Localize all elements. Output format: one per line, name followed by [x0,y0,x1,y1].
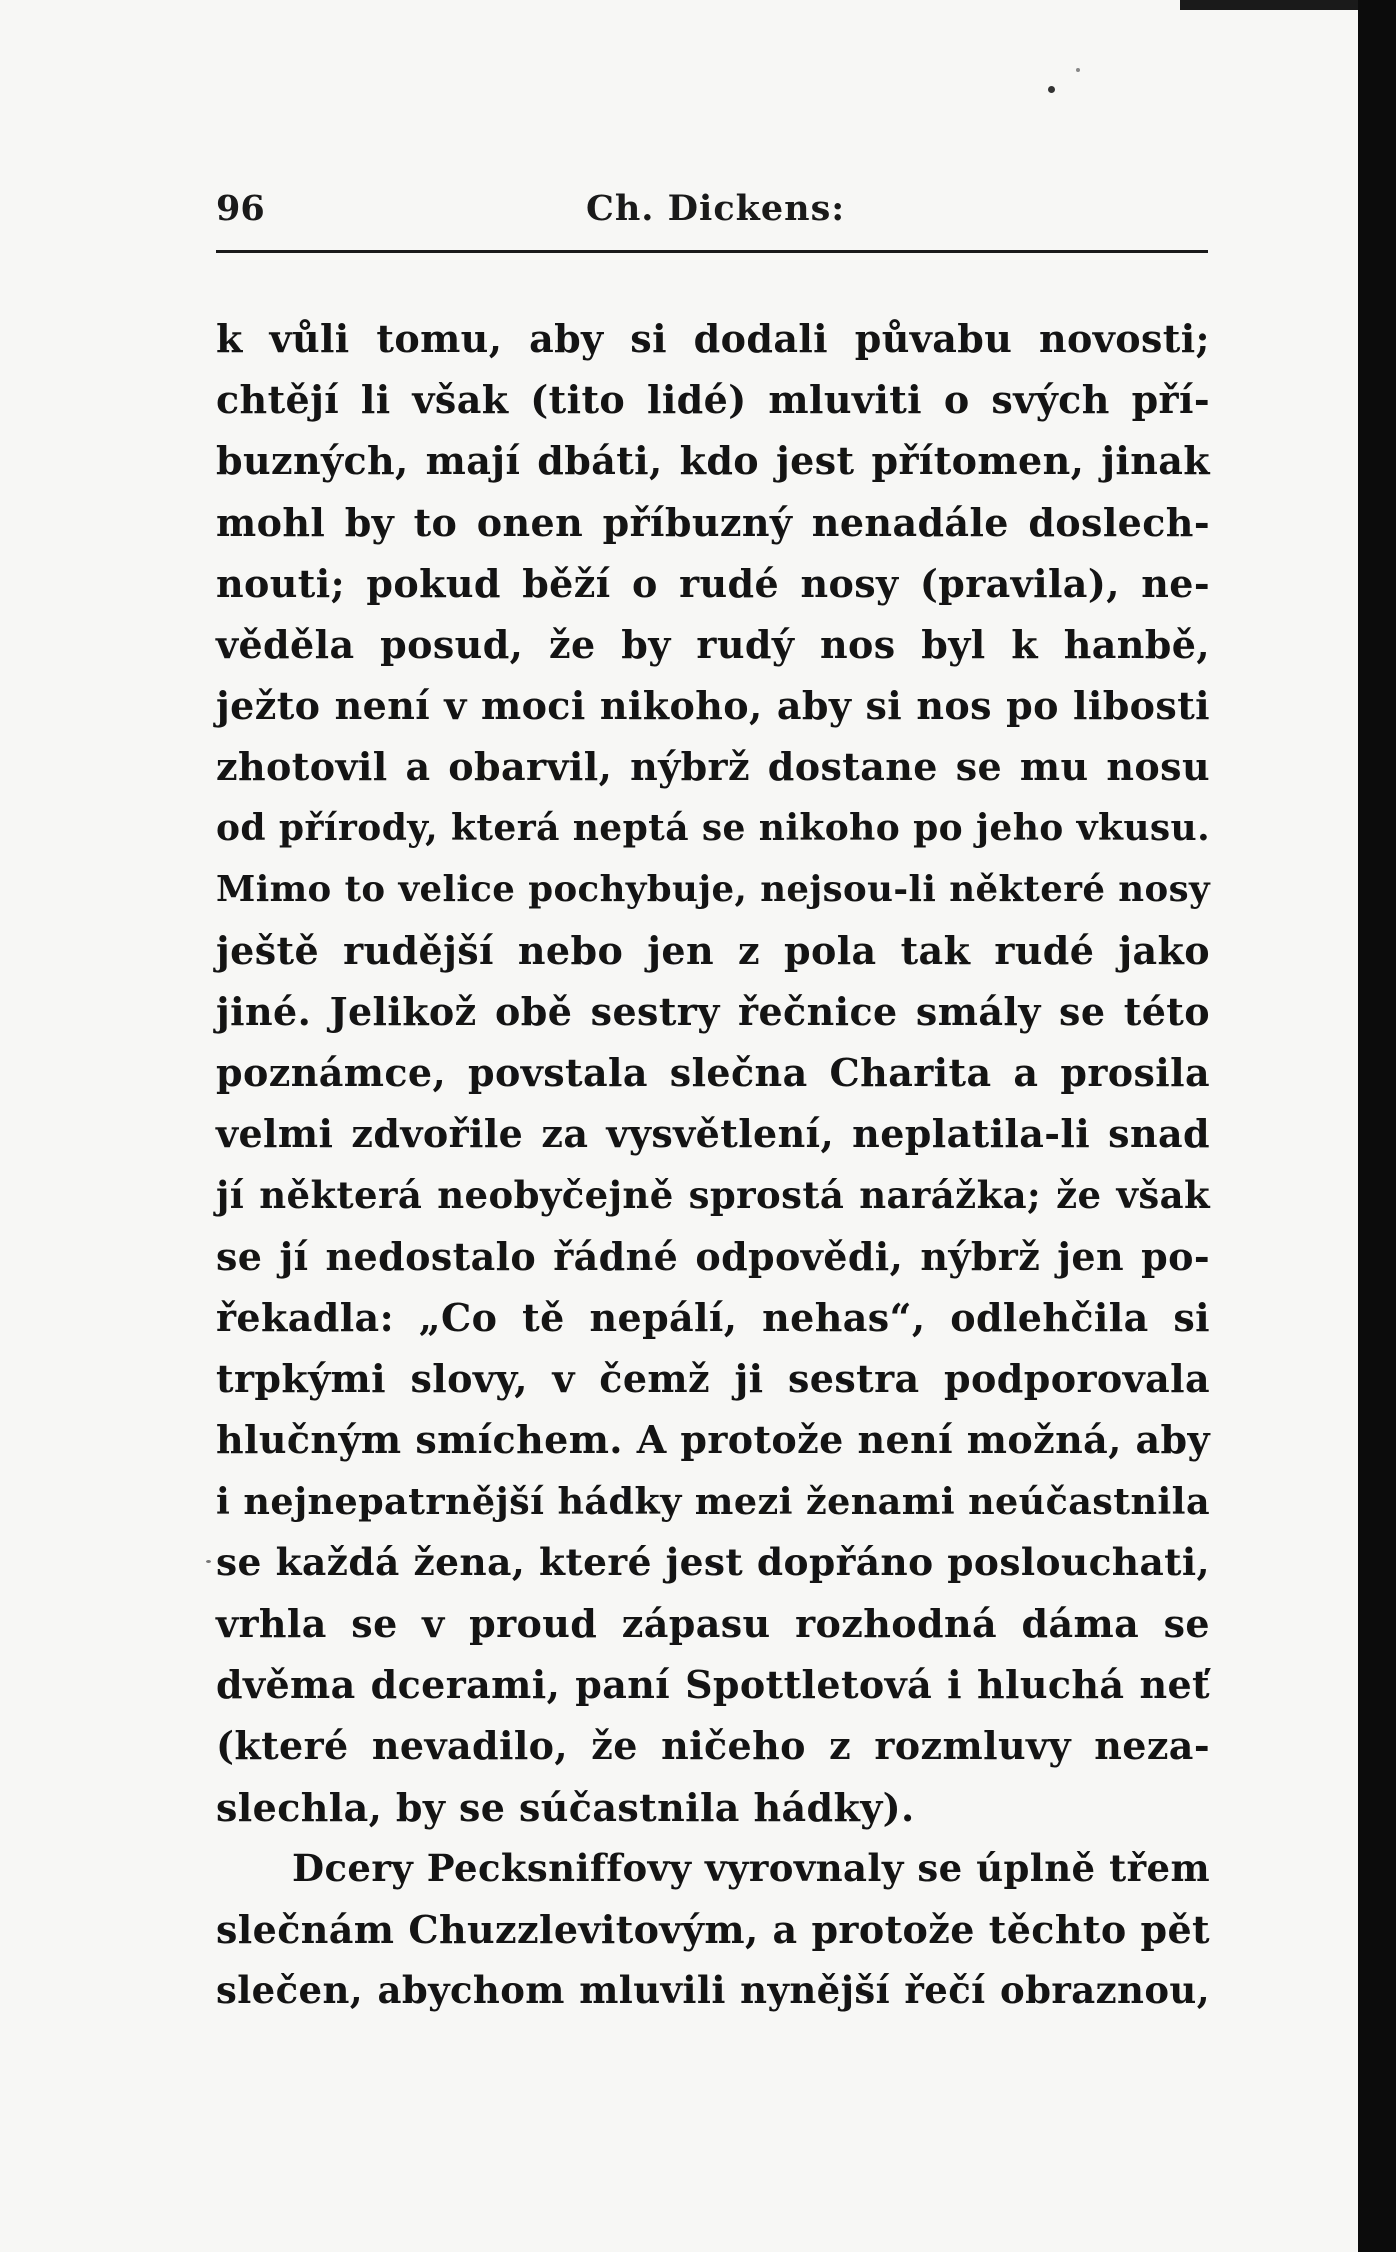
text-line: hlučným smíchem. A protože není možná, aby [216,1417,1210,1463]
text-line: ježto není v moci nikoho, aby si nos po libosti [216,683,1210,729]
running-head: Ch. Dickens: [586,188,846,229]
text-line: slečnám Chuzzlevitovým, a protože těchto pět [216,1906,1210,1952]
text-line: slečen, abychom mluvili nynější řečí obraznou, [216,1968,1210,2013]
text-line: ještě rudější nebo jen z pola tak rudé jako [216,927,1210,973]
text-line: se jí nedostalo řádné odpovědi, nýbrž jen po- [216,1233,1210,1279]
paragraph-start-line: Dcery Pecksniffovy vyrovnaly se úplně třem [292,1845,1210,1890]
text-line: k vůli tomu, aby si dodali půvabu novosti; [216,316,1210,361]
text-line: buzných, mají dbáti, kdo jest přítomen, jinak [216,438,1210,484]
body-text [216,308,1210,2021]
text-line: (které nevadilo, že ničeho z rozmluvy neza- [216,1723,1210,1769]
scan-speck [1076,68,1080,72]
text-line: od přírody, která neptá se nikoho po jeho vkusu. [216,806,1211,849]
page-header [216,188,1208,234]
scan-speck [206,1560,211,1563]
paragraph-end-line: slechla, by se súčastnila hádky). [216,1784,915,1830]
scan-edge-right [1358,0,1396,2252]
text-line: mohl by to onen příbuzný nenadále doslech- [216,499,1210,545]
text-line: trpkými slovy, v čemž ji sestra podporovala [216,1356,1210,1402]
text-line: řekadla: „Co tě nepálí, nehas“, odlehčila si [216,1295,1210,1340]
scan-speck [1048,86,1055,93]
text-line: vrhla se v proud zápasu rozhodná dáma se [216,1600,1210,1646]
text-line: velmi zdvořile za vysvětlení, neplatila-li snad [216,1111,1210,1157]
text-line: poznámce, povstala slečna Charita a prosila [216,1050,1210,1096]
text-line: věděla posud, že by rudý nos byl k hanbě, [216,621,1210,667]
text-line: zhotovil a obarvil, nýbrž dostane se mu nosu [216,744,1210,790]
text-line: chtějí li však (tito lidé) mluviti o svých pří- [216,377,1210,423]
text-line: jiné. Jelikož obě sestry řečnice smály se této [216,989,1210,1035]
text-line: i nejnepatrnější hádky mezi ženami neúčastnila [216,1479,1210,1523]
text-line: se každá žena, které jest dopřáno poslouchati, [216,1539,1210,1584]
text-line: dvěma dcerami, paní Spottletová i hluchá neť [216,1662,1210,1708]
text-line: nouti; pokud běží o rudé nosy (pravila), ne- [216,560,1210,606]
header-rule [216,250,1208,253]
text-line: jí některá neobyčejně sprostá narážka; že však [216,1172,1210,1217]
text-line: Mimo to velice pochybuje, nejsou-li některé nosy [216,868,1210,910]
page-number: 96 [216,188,265,229]
